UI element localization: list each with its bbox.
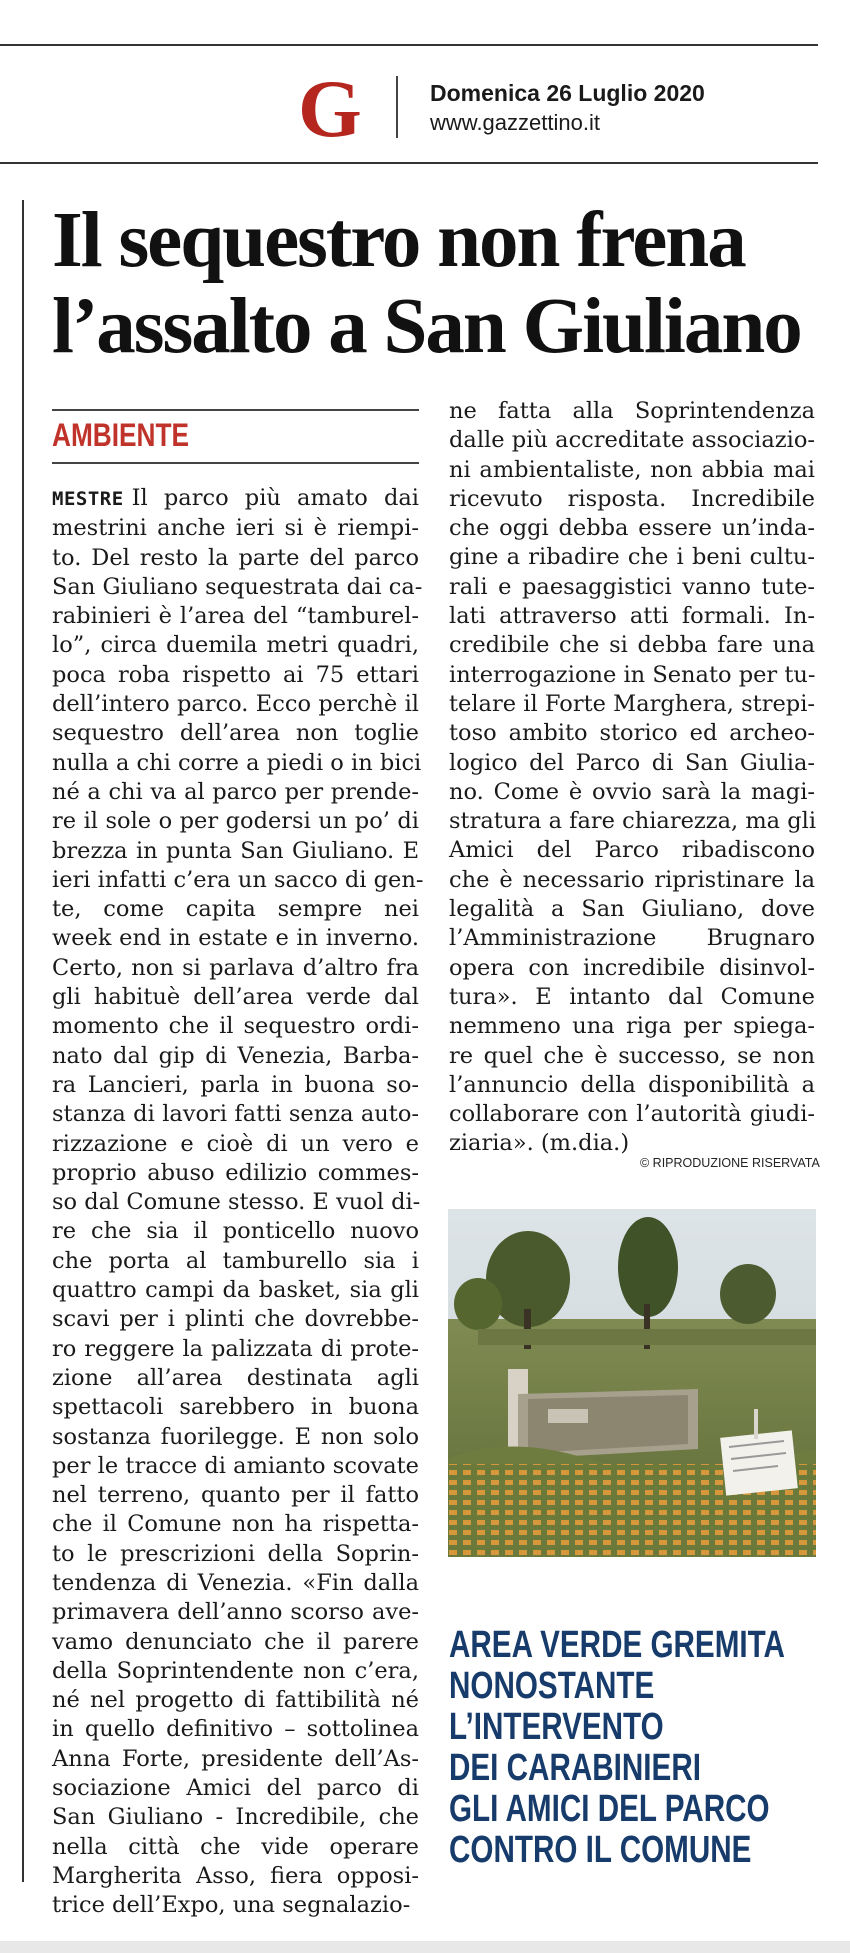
article-line: nella città che vide operare: [52, 1833, 419, 1860]
article-line: rali e paesaggistici vanno tute-: [449, 573, 815, 600]
article-line: della Soprintendente non c’era,: [52, 1657, 419, 1684]
article-line: né nel progetto di fattibilità né: [52, 1687, 419, 1714]
article-line: trice dell’Expo, una segnalazio-: [52, 1892, 411, 1919]
park-fence-photo: [448, 1209, 816, 1557]
page-footer-bar: [0, 1941, 850, 1953]
article-photo: [448, 1209, 816, 1557]
article-line: ra Lancieri, parla in buona so-: [52, 1071, 419, 1098]
article-line: ieri infatti c’era un sacco di gen-: [52, 866, 424, 893]
article-line: San Giuliano - Incredibile, che: [52, 1804, 419, 1831]
caption-line: DEI CARABINIERI: [449, 1747, 701, 1789]
article-line: Anna Forte, presidente dell’As-: [52, 1745, 419, 1772]
article-line: so dal Comune stesso. E vuol di-: [52, 1189, 421, 1216]
article-line: proprio abuso edilizio commes-: [52, 1159, 419, 1186]
website-url[interactable]: www.gazzettino.it: [430, 110, 600, 135]
article-line: lati attraverso atti formali. In-: [449, 603, 815, 630]
article-line: Margherita Asso, fiera opposi-: [52, 1862, 419, 1889]
article-line: rizzazione e cioè di un vero e: [52, 1130, 419, 1157]
article-line: ricevuto risposta. Incredibile: [449, 485, 815, 512]
article-line: ro reggere la palizzata di prote-: [52, 1335, 419, 1362]
article-line: ne fatta alla Soprintendenza: [449, 398, 815, 424]
caption-line: CONTRO IL COMUNE: [449, 1829, 752, 1871]
article-line: credibile che si debba fare una: [449, 632, 815, 659]
article-column-2: [449, 397, 815, 1159]
top-rule: [0, 44, 818, 46]
headline-line: l’assalto a San Giuliano: [52, 283, 801, 370]
article-line: telare il Forte Marghera, strepi-: [449, 690, 815, 717]
dateline-kicker: MESTRE: [52, 488, 124, 510]
article-line: l’Amministrazione Brugnaro: [449, 925, 815, 952]
article-line: logico del Parco di San Giulia-: [449, 749, 815, 776]
article-line: gine a ribadire che i beni cultu-: [449, 544, 815, 571]
article-line: rabinieri è l’area del “tamburel-: [52, 603, 419, 630]
article-line: lo”, circa duemila metri quadri,: [52, 632, 419, 659]
article-line: che oggi debba essere un’inda-: [449, 515, 815, 542]
article-line: dalle più accreditate associazio-: [449, 427, 815, 454]
section-label: AMBIENTE: [52, 417, 190, 453]
article-line: nemmeno una riga per spiega-: [449, 1013, 815, 1040]
article-line: che porta al tamburello sia i: [52, 1247, 419, 1274]
article-line: toso ambito storico ed archeo-: [449, 720, 815, 747]
article-line: ziaria». (m.dia.): [449, 1130, 630, 1157]
article-line: poca roba rispetto ai 75 ettari: [52, 661, 419, 688]
article-line: nulla a chi corre a piedi o in bici: [52, 749, 422, 776]
article-line: stanza di lavori fatti senza auto-: [52, 1101, 419, 1128]
article-line: re il sole o per godersi un po’ di: [52, 808, 419, 835]
headline: [52, 198, 822, 370]
article-line: no. Come è ovvio sarà la magi-: [449, 778, 815, 805]
article-line: interrogazione in Senato per tu-: [449, 661, 816, 688]
article-line: Certo, non si parlava d’altro fra: [52, 954, 419, 981]
section-top-rule: [52, 409, 419, 411]
headline-line: Il sequestro non frena: [52, 197, 745, 284]
article-line: gli habituè dell’area verde dal: [52, 984, 419, 1011]
caption-line: L’INTERVENTO: [449, 1706, 664, 1748]
article-column-1: [52, 484, 424, 1921]
article-line: re quel che è successo, se non: [449, 1042, 815, 1069]
article-line: ni ambientaliste, non abbia mai: [449, 456, 815, 483]
article-line: sostanza fuorilegge. E non solo: [52, 1423, 419, 1450]
article-line: stratura a fare chiarezza, ma gli: [449, 808, 817, 835]
article-line: spettacoli sarebbero in buona: [52, 1394, 419, 1421]
section-bottom-rule: [52, 462, 419, 464]
article-line: mestrini anche ieri si è riempi-: [52, 515, 419, 542]
article-line: tendenza di Venezia. «Fin dalla: [52, 1569, 419, 1596]
article-line: [52, 484, 419, 514]
caption-line: NONOSTANTE: [449, 1665, 655, 1707]
article-line: per le tracce di amianto scovate: [52, 1452, 419, 1479]
article-line: primavera dell’anno scorso ave-: [52, 1599, 419, 1626]
article-line: to. Del resto la parte del parco: [52, 544, 419, 571]
article-line: sociazione Amici del parco di: [52, 1775, 419, 1802]
article-line-text: Il parco più amato dai: [131, 485, 419, 511]
article-line: nato dal gip di Venezia, Barba-: [52, 1042, 419, 1069]
publication-date: Domenica 26 Luglio 2020: [430, 80, 705, 106]
article-line: vamo denunciato che il parere: [52, 1628, 419, 1655]
article-line: l’annuncio della disponibilità a: [449, 1071, 815, 1098]
article-line: legalità a San Giuliano, dove: [449, 896, 815, 923]
article-line: nel terreno, quanto per il fatto: [52, 1482, 419, 1509]
article-line: tura». E intanto dal Comune: [449, 983, 815, 1010]
article-line: che il Comune non ha rispetta-: [52, 1511, 419, 1538]
article-line: dell’intero parco. Ecco perchè il: [52, 691, 419, 718]
copyright-notice: © RIPRODUZIONE RISERVATA: [640, 1156, 820, 1170]
article-line: che è necessario ripristinare la: [449, 866, 815, 893]
article-line: scavi per i plinti che dovrebbe-: [52, 1306, 419, 1333]
article-line: brezza in punta San Giuliano. E: [52, 837, 419, 864]
photo-caption: [449, 1625, 785, 1871]
article-line: Amici del Parco ribadiscono: [449, 837, 815, 864]
article-line: opera con incredibile disinvol-: [449, 954, 815, 981]
article-line: momento che il sequestro ordi-: [52, 1013, 419, 1040]
masthead-divider: [396, 76, 398, 138]
left-vertical-rule: [22, 200, 24, 1882]
article-line: San Giuliano sequestrata dai ca-: [52, 573, 423, 600]
article-line: te, come capita sempre nei: [52, 896, 419, 923]
article-line: né a chi va al parco per prende-: [52, 778, 419, 805]
masthead-logo[interactable]: G: [298, 63, 362, 154]
article-line: in quello definitivo – sottolinea: [52, 1716, 419, 1743]
article-line: collaborare con l’autorità giudi-: [449, 1101, 815, 1128]
article-line: quattro campi da basket, sia gli: [52, 1277, 419, 1304]
article-line: re che sia il ponticello nuovo: [52, 1218, 419, 1245]
article-line: zione all’area destinata agli: [52, 1364, 419, 1391]
article-line: week end in estate e in inverno.: [52, 925, 419, 952]
masthead-bottom-rule: [0, 162, 818, 164]
caption-line: GLI AMICI DEL PARCO: [449, 1788, 770, 1830]
caption-line: AREA VERDE GREMITA: [449, 1624, 785, 1666]
article-line: to le prescrizioni della Soprin-: [52, 1540, 419, 1567]
article-line: sequestro dell’area non toglie: [52, 720, 419, 747]
